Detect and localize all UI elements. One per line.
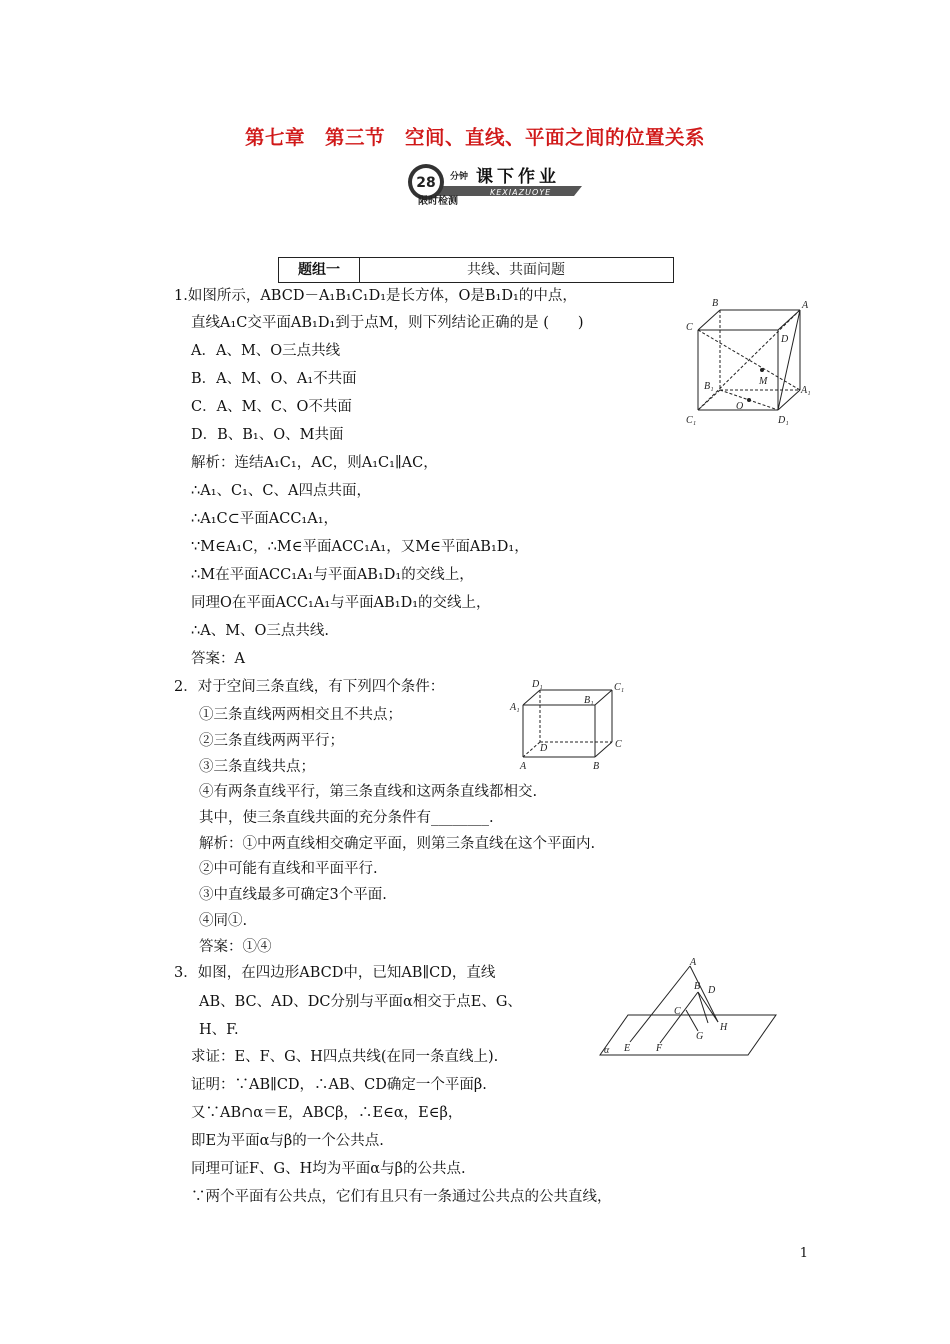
fig1-label-a1: A₁ <box>801 385 811 396</box>
group-label: 题组一 <box>279 258 360 282</box>
fig3-label-f: F <box>656 1043 663 1054</box>
q1-option-a: A．A、M、O三点共线 <box>191 343 341 359</box>
q3-stem: 3．如图，在四边形ABCD中，已知AB∥CD，直线 <box>174 965 496 981</box>
badge-caption: 限时检测 <box>418 196 458 206</box>
fig2-label-d1: D₁ <box>532 679 543 690</box>
fig1-label-a: A <box>802 300 809 311</box>
fig3-label-b: B <box>694 981 701 992</box>
fig1-label-c: C <box>686 322 693 333</box>
q2-solution-2: ②中可能有直线和平面平行. <box>199 861 378 877</box>
fig3-label-e: E <box>624 1043 631 1054</box>
q3-proof-3: 即E为平面α与β的一个公共点. <box>191 1133 384 1149</box>
fig1-label-d: D <box>781 334 789 345</box>
banner-pinyin: KEXIAZUOYE <box>490 188 552 197</box>
q1-solution-3: ∴A₁C⊂平面ACC₁A₁， <box>191 511 339 527</box>
fig3-label-alpha: α <box>604 1045 610 1056</box>
badge-number: 28 <box>416 175 436 191</box>
q1-solution-4: ∵M∈A₁C，∴M∈平面ACC₁A₁，又M∈平面AB₁D₁， <box>191 539 529 555</box>
fig2-label-a1: A₁ <box>510 702 520 713</box>
page-title: 第七章 第三节 空间、直线、平面之间的位置关系 <box>244 126 705 149</box>
q2-solution-1: 解析：①中两直线相交确定平面，则第三条直线在这个平面内. <box>199 836 596 852</box>
q2-stem: 2．对于空间三条直线，有下列四个条件： <box>174 679 445 695</box>
q1-solution-1: 解析：连结A₁C₁，AC，则A₁C₁∥AC， <box>191 455 438 471</box>
q2-solution-3: ③中直线最多可确定3个平面. <box>199 887 387 903</box>
q2-blank: 其中，使三条直线共面的充分条件有________. <box>199 810 494 826</box>
topic-box <box>278 257 674 283</box>
fig1-label-m: M <box>759 376 768 387</box>
banner-text: 课下作业 <box>476 167 560 187</box>
fig1-label-c1: C₁ <box>686 415 697 426</box>
q3-stem-2: AB、BC、AD、DC分别与平面α相交于点E、G、 <box>199 994 522 1010</box>
fig3-label-d: D <box>708 985 716 996</box>
fig3-label-g: G <box>696 1031 704 1042</box>
plane-figure <box>598 955 778 1065</box>
q1-option-c: C．A、M、C、O不共面 <box>191 399 352 415</box>
q1-solution-5: ∴M在平面ACC₁A₁与平面AB₁D₁的交线上， <box>191 567 474 583</box>
fig2-label-b1: B₁ <box>584 695 594 706</box>
cuboid-figure <box>680 295 815 430</box>
q2-condition-3: ③三条直线共点； <box>199 759 315 775</box>
section-banner <box>404 160 594 206</box>
box-figure <box>508 677 633 772</box>
q2-answer: 答案：①④ <box>199 939 272 955</box>
fig3-label-a: A <box>690 957 697 968</box>
fig2-label-b: B <box>593 761 600 772</box>
q2-condition-4: ④有两条直线平行，第三条直线和这两条直线都相交. <box>199 784 538 800</box>
fig1-label-b: B <box>712 298 719 309</box>
q1-solution-7: ∴A、M、O三点共线. <box>191 623 330 639</box>
q3-proof-1: 证明：∵AB∥CD，∴AB、CD确定一个平面β. <box>191 1077 487 1093</box>
page-number: 1 <box>799 1246 808 1261</box>
q3-proof-4: 同理可证F、G、H均为平面α与β的公共点. <box>191 1161 466 1177</box>
badge-unit: 分钟 <box>450 172 469 182</box>
q1-answer: 答案：A <box>191 651 245 667</box>
fig2-label-c1: C₁ <box>614 682 625 693</box>
q3-stem-3: H、F. <box>199 1022 239 1038</box>
fig3-label-c: C <box>674 1006 681 1017</box>
fig1-label-d1: D₁ <box>778 415 789 426</box>
q2-solution-4: ④同①. <box>199 913 248 929</box>
q3-proof-5: ∵两个平面有公共点，它们有且只有一条通过公共点的公共直线， <box>191 1189 612 1205</box>
fig1-label-o: O <box>736 401 744 412</box>
fig2-label-a: A <box>520 761 527 772</box>
q2-condition-2: ②三条直线两两平行； <box>199 733 344 749</box>
group-topic: 共线、共面问题 <box>467 262 565 278</box>
fig2-label-d: D <box>540 743 548 754</box>
fig2-label-c: C <box>615 739 622 750</box>
fig1-label-b1: B₁ <box>704 381 714 392</box>
q3-proof-2: 又∵AB∩α＝E，ABCβ，∴E∈α，E∈β， <box>191 1105 463 1121</box>
q1-stem-2: 直线A₁C交平面AB₁D₁到于点M，则下列结论正确的是 ( ) <box>191 315 584 331</box>
q1-solution-6: 同理O在平面ACC₁A₁与平面AB₁D₁的交线上， <box>191 595 491 611</box>
fig3-label-h: H <box>720 1022 728 1033</box>
q1-solution-2: ∴A₁、C₁、C、A四点共面， <box>191 483 371 499</box>
q3-prove: 求证：E、F、G、H四点共线(在同一条直线上). <box>191 1049 499 1065</box>
q1-option-b: B．A、M、O、A₁不共面 <box>191 371 357 387</box>
q2-condition-1: ①三条直线两两相交且不共点； <box>199 707 402 723</box>
q1-option-d: D．B、B₁、O、M共面 <box>191 427 344 443</box>
q1-stem: 1.如图所示，ABCD－A₁B₁C₁D₁是长方体，O是B₁D₁的中点， <box>174 288 577 304</box>
